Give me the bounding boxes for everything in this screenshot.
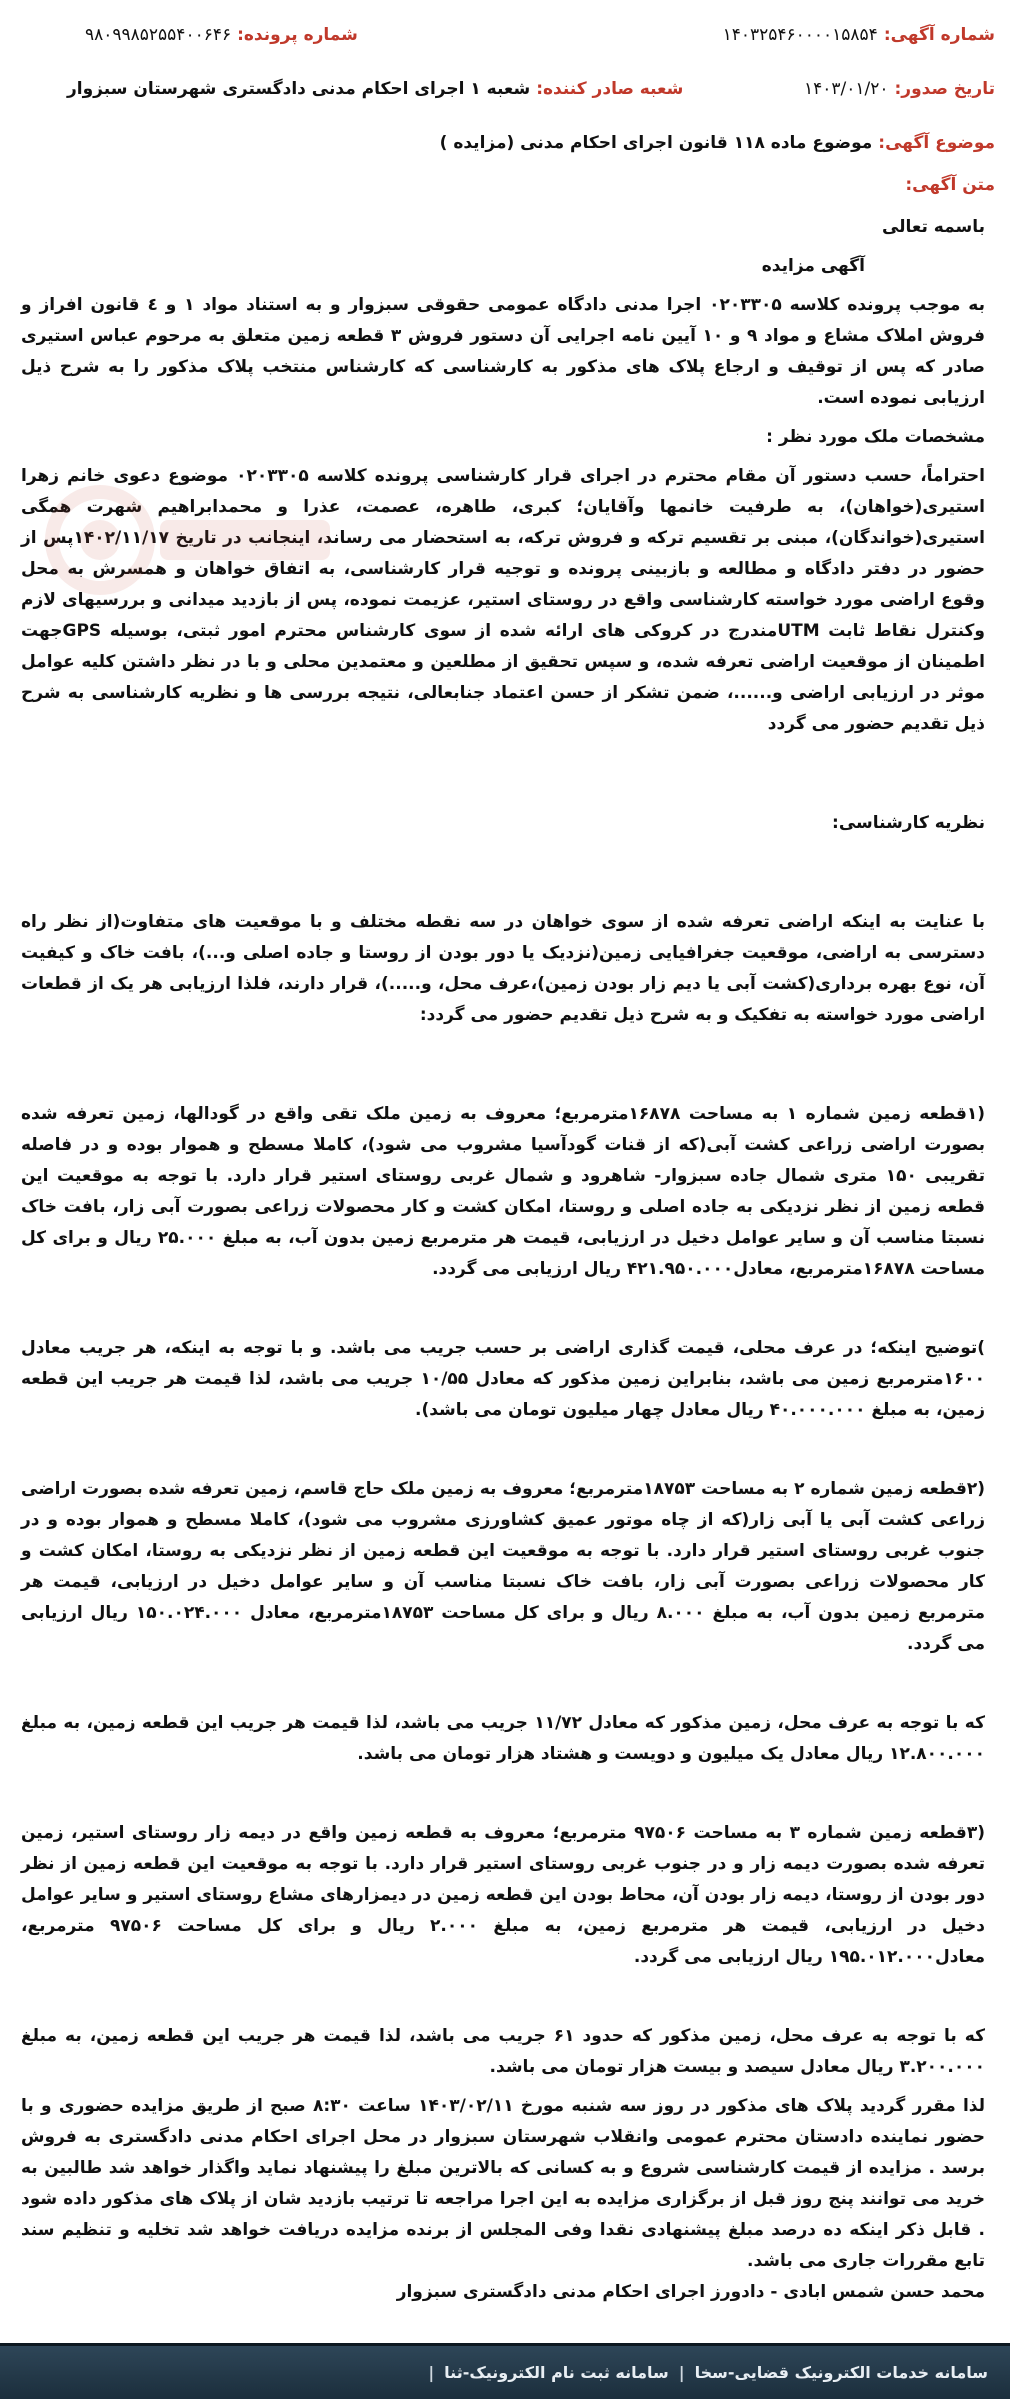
plot-3-note: که با توجه به عرف محل، زمین مذکور که حدود ۶۱ جریب می باشد، لذا قیمت هر جریب این قطعه زمین، به مبلغ ۳.۲۰۰.۰۰۰ ریال معادل سیصد و بیست هزار تومان می باشد. [21, 2026, 985, 2077]
signature: محمد حسن شمس ابادی - دادورز اجرای احکام مدنی دادگستری سبزوار [396, 2282, 985, 2302]
spec-title: مشخصات ملک مورد نظر : [766, 427, 985, 447]
footer-link-sakha[interactable]: سامانه خدمات الکترونیک قضایی-سخا [694, 2363, 988, 2382]
opinion-title: نظریه کارشناسی: [832, 813, 985, 833]
salutation: باسمه تعالی [881, 217, 985, 237]
ad-number-label: شماره آگهی: [883, 25, 995, 45]
notice-title: آگهی مزایده [761, 256, 865, 276]
footer-separator-end: | [428, 2363, 435, 2382]
auction-paragraph: لذا مقرر گردید پلاک های مذکور در روز سه شنبه مورخ ۱۴۰۳/۰۲/۱۱ ساعت ۸:۳۰ صبح از طریق مزایده حضوری و با حضور نماینده دادستان محترم عمومی وانقلاب شهرستان سبزوار در محل اجرای احکام مدنی دادگستری به فروش برسد . مزایده از قیمت کارشناسی شروع و به کسانی که بالاترین مبلغ را پیشنهاد نماید واگذار خواهد شد طالبین به خرید می توانند پنج روز قبل از برگزاری مزایده به این اجرا مراجعه تا ترتیب بازدید شان از پلاک های مذکور داده شود . قابل ذکر اینکه ده درصد مبلغ پیشنهادی نقدا وفی المجلس از برنده مزایده دریافت خواهد شد تخلیه و تنظیم سند تابع مقررات جاری می باشد. [21, 2096, 986, 2271]
footer-link-sana[interactable]: سامانه ثبت نام الکترونیک-ثنا [444, 2363, 669, 2382]
intro-paragraph: به موجب پرونده کلاسه ۰۲۰۳۳۰۵ اجرا مدنی دادگاه عمومی حقوقی سبزوار و به استناد مواد ۱ و ٤ قانون افراز و فروش املاک مشاع و مواد ۹ و ۱۰ آیین نامه اجرایی آن دستور فروش ۳ قطعه زمین متعلق به مرحوم عباس استیری صادر که پس از توقیف و ارجاع پلاک های مذکور به کارشناسی که کارشناس منتخب پلاک مذکور را به شرح ذیل ارزیابی نموده است. [21, 295, 985, 408]
notice-page [15, 0, 995, 2308]
subject-label: موضوع آگهی: [878, 133, 995, 153]
footer-separator: | [678, 2363, 685, 2382]
subject-row [15, 130, 995, 156]
plot-1-paragraph: (۱قطعه زمین شماره ۱ به مساحت ۱۶۸۷۸مترمربع؛ معروف به زمین ملک تقی واقع در گودالها، زمین تعرفه شده بصورت اراضی زراعی کشت آبی(که از قنات گودآسیا مشروب می شود)، کاملا مسطح و هموار بوده و در فاصله تقریبی ۱۵۰ متری شمال جاده سبزوار- شاهرود و شمال غربی روستای استیر قرار دارد. با توجه به موقعیت این قطعه زمین از نظر نزدیکی به جاده اصلی و روستا، امکان کشت و کار محصولات زراعی بصورت آبی زار، بافت خاک نسبتا مناسب آن و سایر عوامل دخیل در ارزیابی، قیمت هر مترمربع زمین بدون آب، به مبلغ ۲۵.۰۰۰ ریال و برای کل مساحت ۱۶۸۷۸مترمربع، معادل۴۲۱.۹۵۰.۰۰۰ ریال ارزیابی می گردد. [21, 1104, 985, 1279]
case-number-label: شماره پرونده: [237, 25, 358, 45]
opinion-paragraph: با عنایت به اینکه اراضی تعرفه شده از سوی خواهان در سه نقطه مختلف و با موقعیت های متفاوت(از نظر راه دسترسی به اراضی، موقعیت جغرافیایی زمین(نزدیک یا دور بودن از روستا و جاده اصلی و...)، بافت خاک و کیفیت آن، نوع بهره برداری(کشت آبی یا دیم زار بودن زمین)،عرف محل، و.....)، قرار دارند، فلذا ارزیابی هر یک از قطعات اراضی مورد خواسته به تفکیک و به شرح ذیل تقدیم حضور می گردد: [21, 912, 985, 1025]
notice-body [21, 212, 985, 2308]
issue-date-label: تاریخ صدور: [894, 79, 995, 99]
issue-date: ۱۴۰۳/۰۱/۲۰ [803, 79, 889, 99]
plot-2-paragraph: (۲قطعه زمین شماره ۲ به مساحت ۱۸۷۵۳مترمربع؛ معروف به زمین ملک حاج قاسم، زمین تعرفه شده بصورت اراضی زراعی کشت آبی یا آبی زار(که از چاه موتور عمیق کشاورزی مشروب می شود)، کاملا مسطح و هموار بوده و در جنوب غربی روستای استیر قرار دارد. با توجه به موقعیت این قطعه زمین از نظر نزدیکی به روستا، امکان کشت و کار محصولات زراعی بصورت آبی زار، بافت خاک نسبتا مناسب آن و سایر عوامل دخیل در ارزیابی، قیمت هر مترمربع زمین بدون آب، به مبلغ ۸.۰۰۰ ریال و برای کل مساحت ۱۸۷۵۳مترمربع، معادل ۱۵۰.۰۲۴.۰۰۰ ریال ارزیابی می گردد. [21, 1479, 986, 1654]
plot-3-paragraph: (۳قطعه زمین شماره ۳ به مساحت ۹۷۵۰۶ مترمربع؛ معروف به قطعه زمین واقع در دیمه زار روستای استیر، زمین تعرفه شده بصورت دیمه زار و در جنوب غربی روستای استیر قرار دارد. با توجه به موقعیت این قطعه زمین از نظر دور بودن از روستا، دیمه زار بودن آن، محاط بودن این قطعه زمین در دیمزارهای مشاع روستای استیر و سایر عوامل دخیل در ارزیابی، قیمت هر مترمربع زمین، به مبلغ ۲.۰۰۰ ریال و برای کل مساحت ۹۷۵۰۶ مترمربع، معادل۱۹۵.۰۱۲.۰۰۰ ریال ارزیابی می گردد. [21, 1823, 986, 1967]
ad-number: ۱۴۰۳۲۵۴۶۰۰۰۰۱۵۸۵۴ [722, 25, 878, 45]
plot-2-note: که با توجه به عرف محل، زمین مذکور که معادل ۱۱/۷۲ جریب می باشد، لذا قیمت هر جریب این قطعه زمین، به مبلغ ۱۲.۸۰۰.۰۰۰ ریال معادل یک میلیون و دویست و هشتاد هزار تومان می باشد. [21, 1713, 985, 1764]
body-label-row [15, 172, 995, 198]
plot-1-note: )توضیح اینکه؛ در عرف محلی، قیمت گذاری اراضی بر حسب جریب می باشد. و با توجه به اینکه، هر جریب معادل ۱۶۰۰مترمربع زمین می باشد، بنابراین زمین مذکور که معادل ۱۰/۵۵ جریب می باشد، لذا قیمت هر جریب این قطعه زمین، به مبلغ ۴۰.۰۰۰.۰۰۰ ریال معادل چهار میلیون تومان می باشد). [21, 1338, 985, 1420]
header-row-2 [15, 76, 995, 102]
body-label: متن آگهی: [905, 175, 995, 195]
issuer: شعبه ۱ اجرای احکام مدنی دادگستری شهرستان سبزوار [67, 79, 531, 99]
spec-paragraph: احتراماً، حسب دستور آن مقام محترم در اجرای قرار کارشناسی پرونده کلاسه ۰۲۰۳۳۰۵ موضوع دعوی خانم زهرا استیری(خواهان)، به طرفیت خانمها وآقایان؛ کبری، طاهره، عصمت، عذرا و محمدابراهیم شهرت همگی استیری(خواندگان)، مبنی بر تقسیم ترکه و فروش ترکه، به استحضار می رساند، اینجانب در تاریخ ۱۴۰۲/۱۱/۱۷پس از حضور در دفتر دادگاه و مطالعه و بازبینی پرونده و توجیه قرار کارشناسی، به اتفاق خواهان و همسرش به محل وقوع اراضی مورد خواسته کارشناسی واقع در روستای استیر، عزیمت نموده، پس از بازدید میدانی و بررسیهای لازم وکنترل نقاط ثابت UTMمندرج در کروکی های ارائه شده از سوی کارشناس محترم امور ثبتی، بوسیله GPSجهت اطمینان از موقعیت اراضی تعرفه شده، و سپس تحقیق از مطلعین و معتمدین محلی و با در نظر داشتن کلیه عوامل موثر در ارزیابی اراضی و......، ضمن تشکر از حسن اعتماد جنابعالی، نتیجه بررسی ها و نظریه کارشناسی به شرح ذیل تقدیم حضور می گردد [21, 466, 985, 734]
footer-bar [0, 2343, 1010, 2399]
issuer-label: شعبه صادر کننده: [536, 79, 684, 99]
subject: موضوع ماده ۱۱۸ قانون اجرای احکام مدنی (مزایده ) [439, 133, 873, 153]
header-row-1 [15, 22, 995, 48]
case-number: ۹۸۰۹۹۸۵۲۵۵۴۰۰۶۴۶ [85, 25, 232, 45]
